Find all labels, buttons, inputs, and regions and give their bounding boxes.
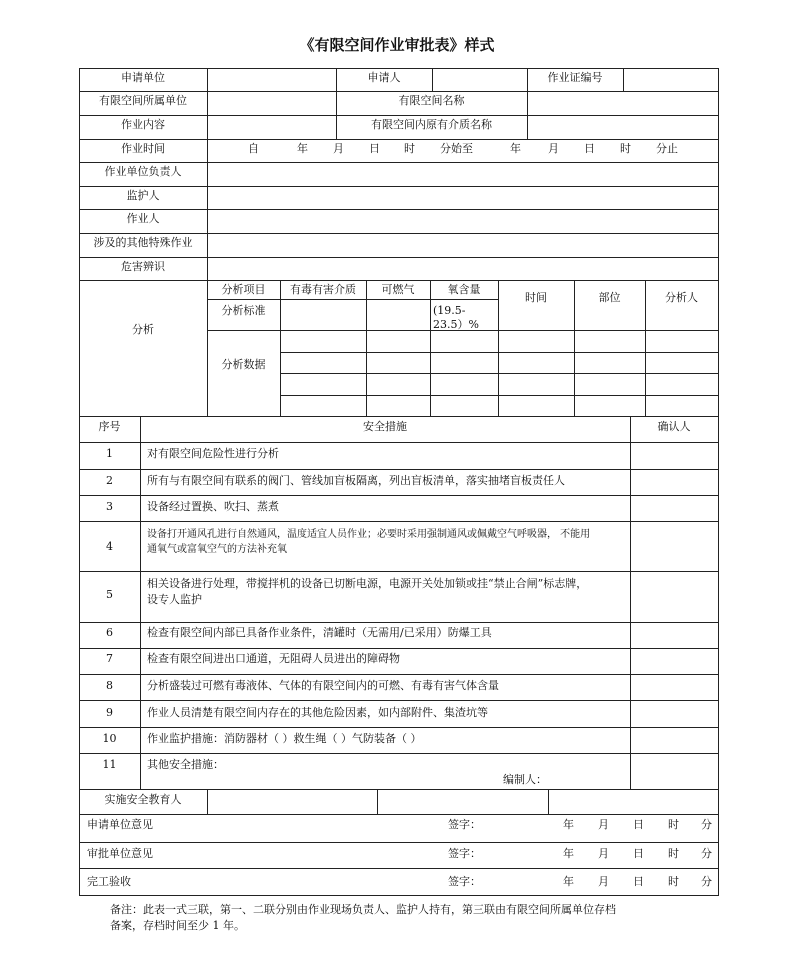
label-analysis-data: 分析数据 [221,358,266,371]
measure-text-line2: 设专人监护 [147,593,202,606]
grid-line [79,115,718,116]
date-year: 年 [563,875,574,888]
grid-line [79,495,718,496]
measure-no: 3 [106,500,113,513]
grid-line [79,895,718,896]
time-minute-end: 分止 [656,142,678,155]
label-flammable-gas: 可燃气 [381,283,415,296]
measure-no: 11 [102,758,117,771]
label-analysis-location: 部位 [598,291,621,304]
date-day: 日 [633,875,644,888]
measure-no: 1 [106,447,113,460]
measure-text: 设备经过置换、吹扫、蒸煮 [147,500,279,513]
label-analysis: 分析 [132,323,154,336]
grid-line [280,373,718,374]
measure-text: 其他安全措施： [147,758,224,771]
grid-line [79,442,718,443]
label-work-time: 作业时间 [121,142,165,155]
label-analysis-time: 时间 [525,291,547,304]
date-year: 年 [563,847,574,860]
measure-text: 对有限空间危险性进行分析 [147,447,279,460]
grid-line [79,280,718,281]
label-work-content: 作业内容 [121,118,165,131]
label-hazard-identification: 危害辨识 [121,260,165,273]
time-hour-2: 时 [620,142,631,155]
label-safety-educator: 实施安全教育人 [104,793,182,806]
label-seq-no: 序号 [98,420,121,433]
grid-line [207,299,498,300]
grid-line [79,727,718,728]
measure-no: 10 [102,732,117,745]
date-minute: 分 [701,847,712,860]
grid-line [280,395,718,396]
measure-text: 所有与有限空间有联系的阀门、管线加盲板隔离，列出盲板清单，落实抽堵盲板责任人 [147,474,565,487]
grid-line [79,139,718,140]
grid-line [280,352,718,353]
grid-line [79,257,718,258]
grid-line [623,68,624,91]
grid-line [79,648,718,649]
grid-line [79,868,718,869]
measure-no: 9 [106,706,113,719]
label-analysis-standard: 分析标准 [221,304,266,317]
date-hour: 时 [668,847,679,860]
measure-no: 5 [106,588,113,601]
label-safety-measures: 安全措施 [363,420,407,433]
measure-text-line2: 通氧气或富氧空气的方法补充氧 [147,544,287,555]
grid-line [430,280,431,416]
time-year-2: 年 [510,142,521,155]
label-work-unit-leader: 作业单位负责人 [104,165,182,178]
oxygen-standard-line2: 23.5）% [433,318,479,331]
label-applicant: 申请人 [367,71,401,84]
label-space-owner-unit: 有限空间所属单位 [99,94,187,107]
time-month-2: 月 [548,142,559,155]
grid-line [366,280,367,416]
measure-text: 设备打开通风孔进行自然通风，温度适宜人员作业；必要时采用强制通风或佩戴空气呼吸器， 不能用 [147,529,591,540]
grid-line [79,571,718,572]
time-hour-1: 时 [404,142,415,155]
label-applicant-unit: 申请单位 [121,71,165,84]
measure-text: 相关设备进行处理，带搅拌机的设备已切断电源，电源开关处加锁或挂“禁止合闸”标志牌， [147,577,588,590]
measure-text: 作业监护措施：消防器材（ ）救生绳（ ）气防装备（ ） [147,732,422,745]
time-day-2: 日 [584,142,595,155]
label-other-special-work: 涉及的其他特殊作业 [93,236,193,249]
label-oxygen-content: 氧含量 [447,283,481,296]
measure-text: 作业人员清楚有限空间内存在的其他危险因素，如内部附件、集渣坑等 [147,706,488,719]
grid-line [377,789,378,814]
measure-text: 检查有限空间进出口通道，无阻碍人员进出的障碍物 [147,652,400,665]
grid-line [79,842,718,843]
time-year-1: 年 [297,142,308,155]
label-confirmer: 确认人 [657,420,691,433]
time-day-1: 日 [369,142,380,155]
label-analysis-item: 分析项目 [221,283,266,296]
remark-line2: 备案，存档时间至少 1 年。 [110,919,245,932]
compiler-label: 编制人： [503,773,547,786]
grid-line [79,233,718,234]
grid-line [79,416,718,417]
remark-note [110,902,710,934]
measure-no: 8 [106,679,113,692]
label-toxic-medium: 有毒有害介质 [290,283,356,296]
measure-no: 6 [106,626,113,639]
sign-label: 签字： [448,818,481,831]
label-guardian: 监护人 [126,189,160,202]
sign-label: 签字： [448,875,481,888]
sign-label: 签字： [448,847,481,860]
measure-no: 4 [106,540,113,553]
time-month-1: 月 [333,142,344,155]
date-month: 月 [598,847,609,860]
grid-line [140,416,141,789]
grid-line [79,753,718,754]
label-space-name: 有限空间名称 [398,94,465,107]
date-month: 月 [598,875,609,888]
measure-text: 分析盛装过可燃有毒液体、气体的有限空间内的可燃、有毒有害气体含量 [147,679,499,692]
date-day: 日 [633,847,644,860]
oxygen-standard-line1: (19.5- [433,304,466,317]
form-title: 《有限空间作业审批表》样式 [299,36,495,54]
grid-line [79,622,718,623]
grid-line [79,674,718,675]
grid-line [207,68,208,280]
grid-line [280,280,281,416]
label-original-medium: 有限空间内原有介质名称 [371,118,492,131]
grid-line [79,209,718,210]
date-minute: 分 [701,875,712,888]
grid-line [79,91,718,92]
date-month: 月 [598,818,609,831]
label-analyst: 分析人 [665,291,698,304]
label-approver-opinion: 审批单位意见 [87,847,153,860]
grid-line [548,789,549,814]
grid-line [630,416,631,789]
date-minute: 分 [701,818,712,831]
label-permit-no: 作业证编号 [547,71,603,84]
date-day: 日 [633,818,644,831]
grid-line [207,280,208,416]
measure-text: 检查有限空间内部已具备作业条件，清罐时（无需用/已采用）防爆工具 [147,626,492,639]
grid-line [79,814,718,815]
grid-line [718,68,719,896]
label-applicant-opinion: 申请单位意见 [87,818,153,831]
grid-line [207,789,208,814]
remark-line1: 备注：此表一式三联，第一、二联分别由作业现场负责人、监护人持有，第三联由有限空间所属单位存档 [110,903,616,916]
measure-no: 2 [106,474,113,487]
time-from: 自 [248,142,259,155]
grid-line [79,186,718,187]
date-hour: 时 [668,818,679,831]
measure-no: 7 [106,652,113,665]
date-year: 年 [563,818,574,831]
grid-line [79,162,718,163]
grid-line [79,700,718,701]
grid-line [79,469,718,470]
grid-line [79,521,718,522]
time-minute-start: 分始至 [440,142,473,155]
label-worker: 作业人 [126,212,160,225]
date-hour: 时 [668,875,679,888]
label-completion-acceptance: 完工验收 [87,875,131,888]
grid-line [432,68,433,91]
grid-line [79,789,718,790]
